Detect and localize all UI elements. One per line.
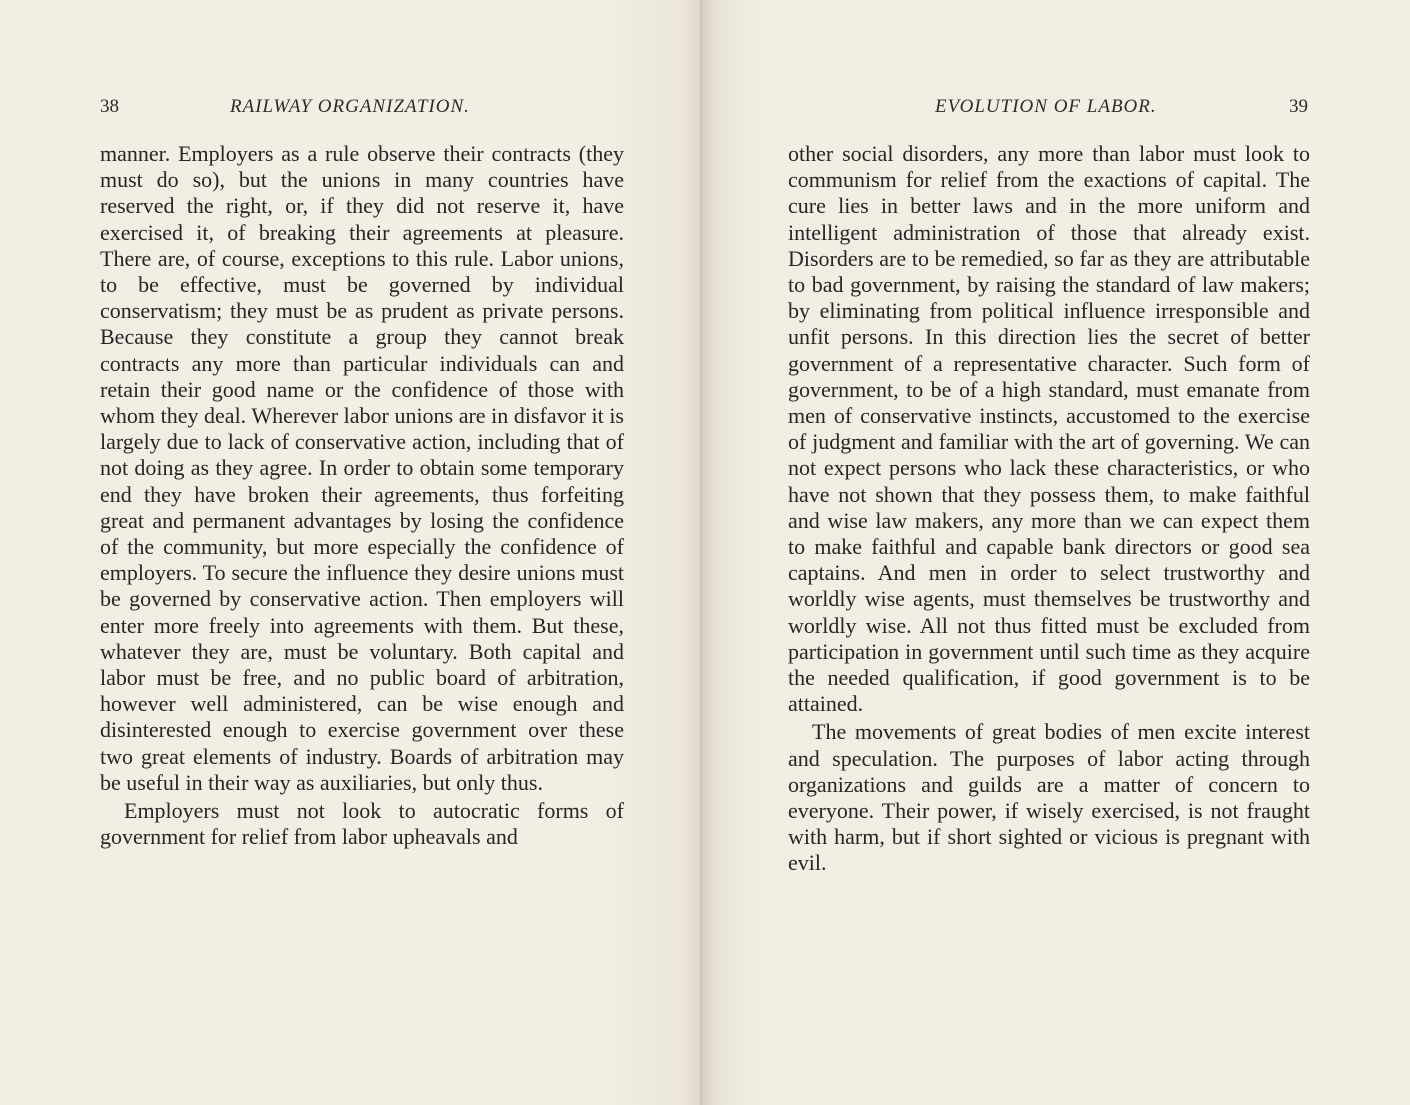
right-paragraph-2: The movements of great bodies of men excite interest and speculation. The purposes of labor acting through organizations and guilds are a matter of concern to everyone. Their power, if wisely exercised, is not fraught with harm, but if short sighted or vicious is pregnant with evil. (788, 719, 1310, 876)
left-paragraph-2: Employers must not look to autocratic forms of government for relief from labor upheavals and (100, 798, 624, 850)
right-running-head (788, 96, 1308, 122)
left-paragraph-1: manner. Employers as a rule observe their contracts (they must do so), but the unions in many countries have reserved the right, or, if they did not reserve it, have exercised it, of breaking their agreements at pleasure. There are, of course, exceptions to this rule. Labor unions, to be effective, must be governed by individual conservatism; they must be as prudent as private persons. Because they constitute a group they cannot break contracts any more than particular individuals can and retain their good name or the confidence of those with whom they deal. Wherever labor unions are in disfavor it is largely due to lack of conservative action, including that of not doing as they agree. In order to obtain some temporary end they have broken their agreements, thus forfeiting great and permanent advantages by losing the confidence of the community, but more especially the confidence of employers. To secure the influence they desire unions must be governed by conservative action. Then employers will enter more freely into agreements with them. But these, whatever they are, must be voluntary. Both capital and labor must be free, and no public board of arbitration, however well administered, can be wise enough and disinterested enough to exercise government over these two great elements of industry. Boards of arbitration may be useful in their way as auxiliaries, but only thus. (100, 141, 624, 795)
right-page (703, 0, 1410, 1105)
right-paragraph-1: other social disorders, any more than labor must look to communism for relief from the exactions of capital. The cure lies in better laws and in the more uniform and intelligent administration of those that already exist. Disorders are to be remedied, so far as they are attributable to bad government, by raising the standard of law makers; by eliminating from political influence irresponsible and unfit persons. In this direction lies the secret of better government of a representative character. Such form of government, to be of a high standard, must emanate from men of conservative instincts, accustomed to the exercise of judgment and familiar with the art of governing. We can not expect persons who lack these characteristics, or who have not shown that they possess them, to make faithful and wise law makers, any more than we can expect them to make faithful and capable bank directors or good sea captains. And men in order to select trustworthy and worldly wise agents, must themselves be trustworthy and worldly wise. All not thus fitted must be excluded from participation in government until such time as they acquire the needed qualification, if good government is to be attained. (788, 141, 1310, 717)
left-body-text (100, 141, 624, 850)
left-page (0, 0, 703, 1105)
left-running-head (100, 96, 624, 122)
right-body-text (788, 141, 1310, 877)
right-page-number: 39 (1289, 96, 1308, 117)
left-page-number: 38 (100, 96, 119, 117)
left-running-title: RAILWAY ORGANIZATION. (230, 96, 470, 117)
right-running-title: EVOLUTION OF LABOR. (935, 96, 1157, 117)
